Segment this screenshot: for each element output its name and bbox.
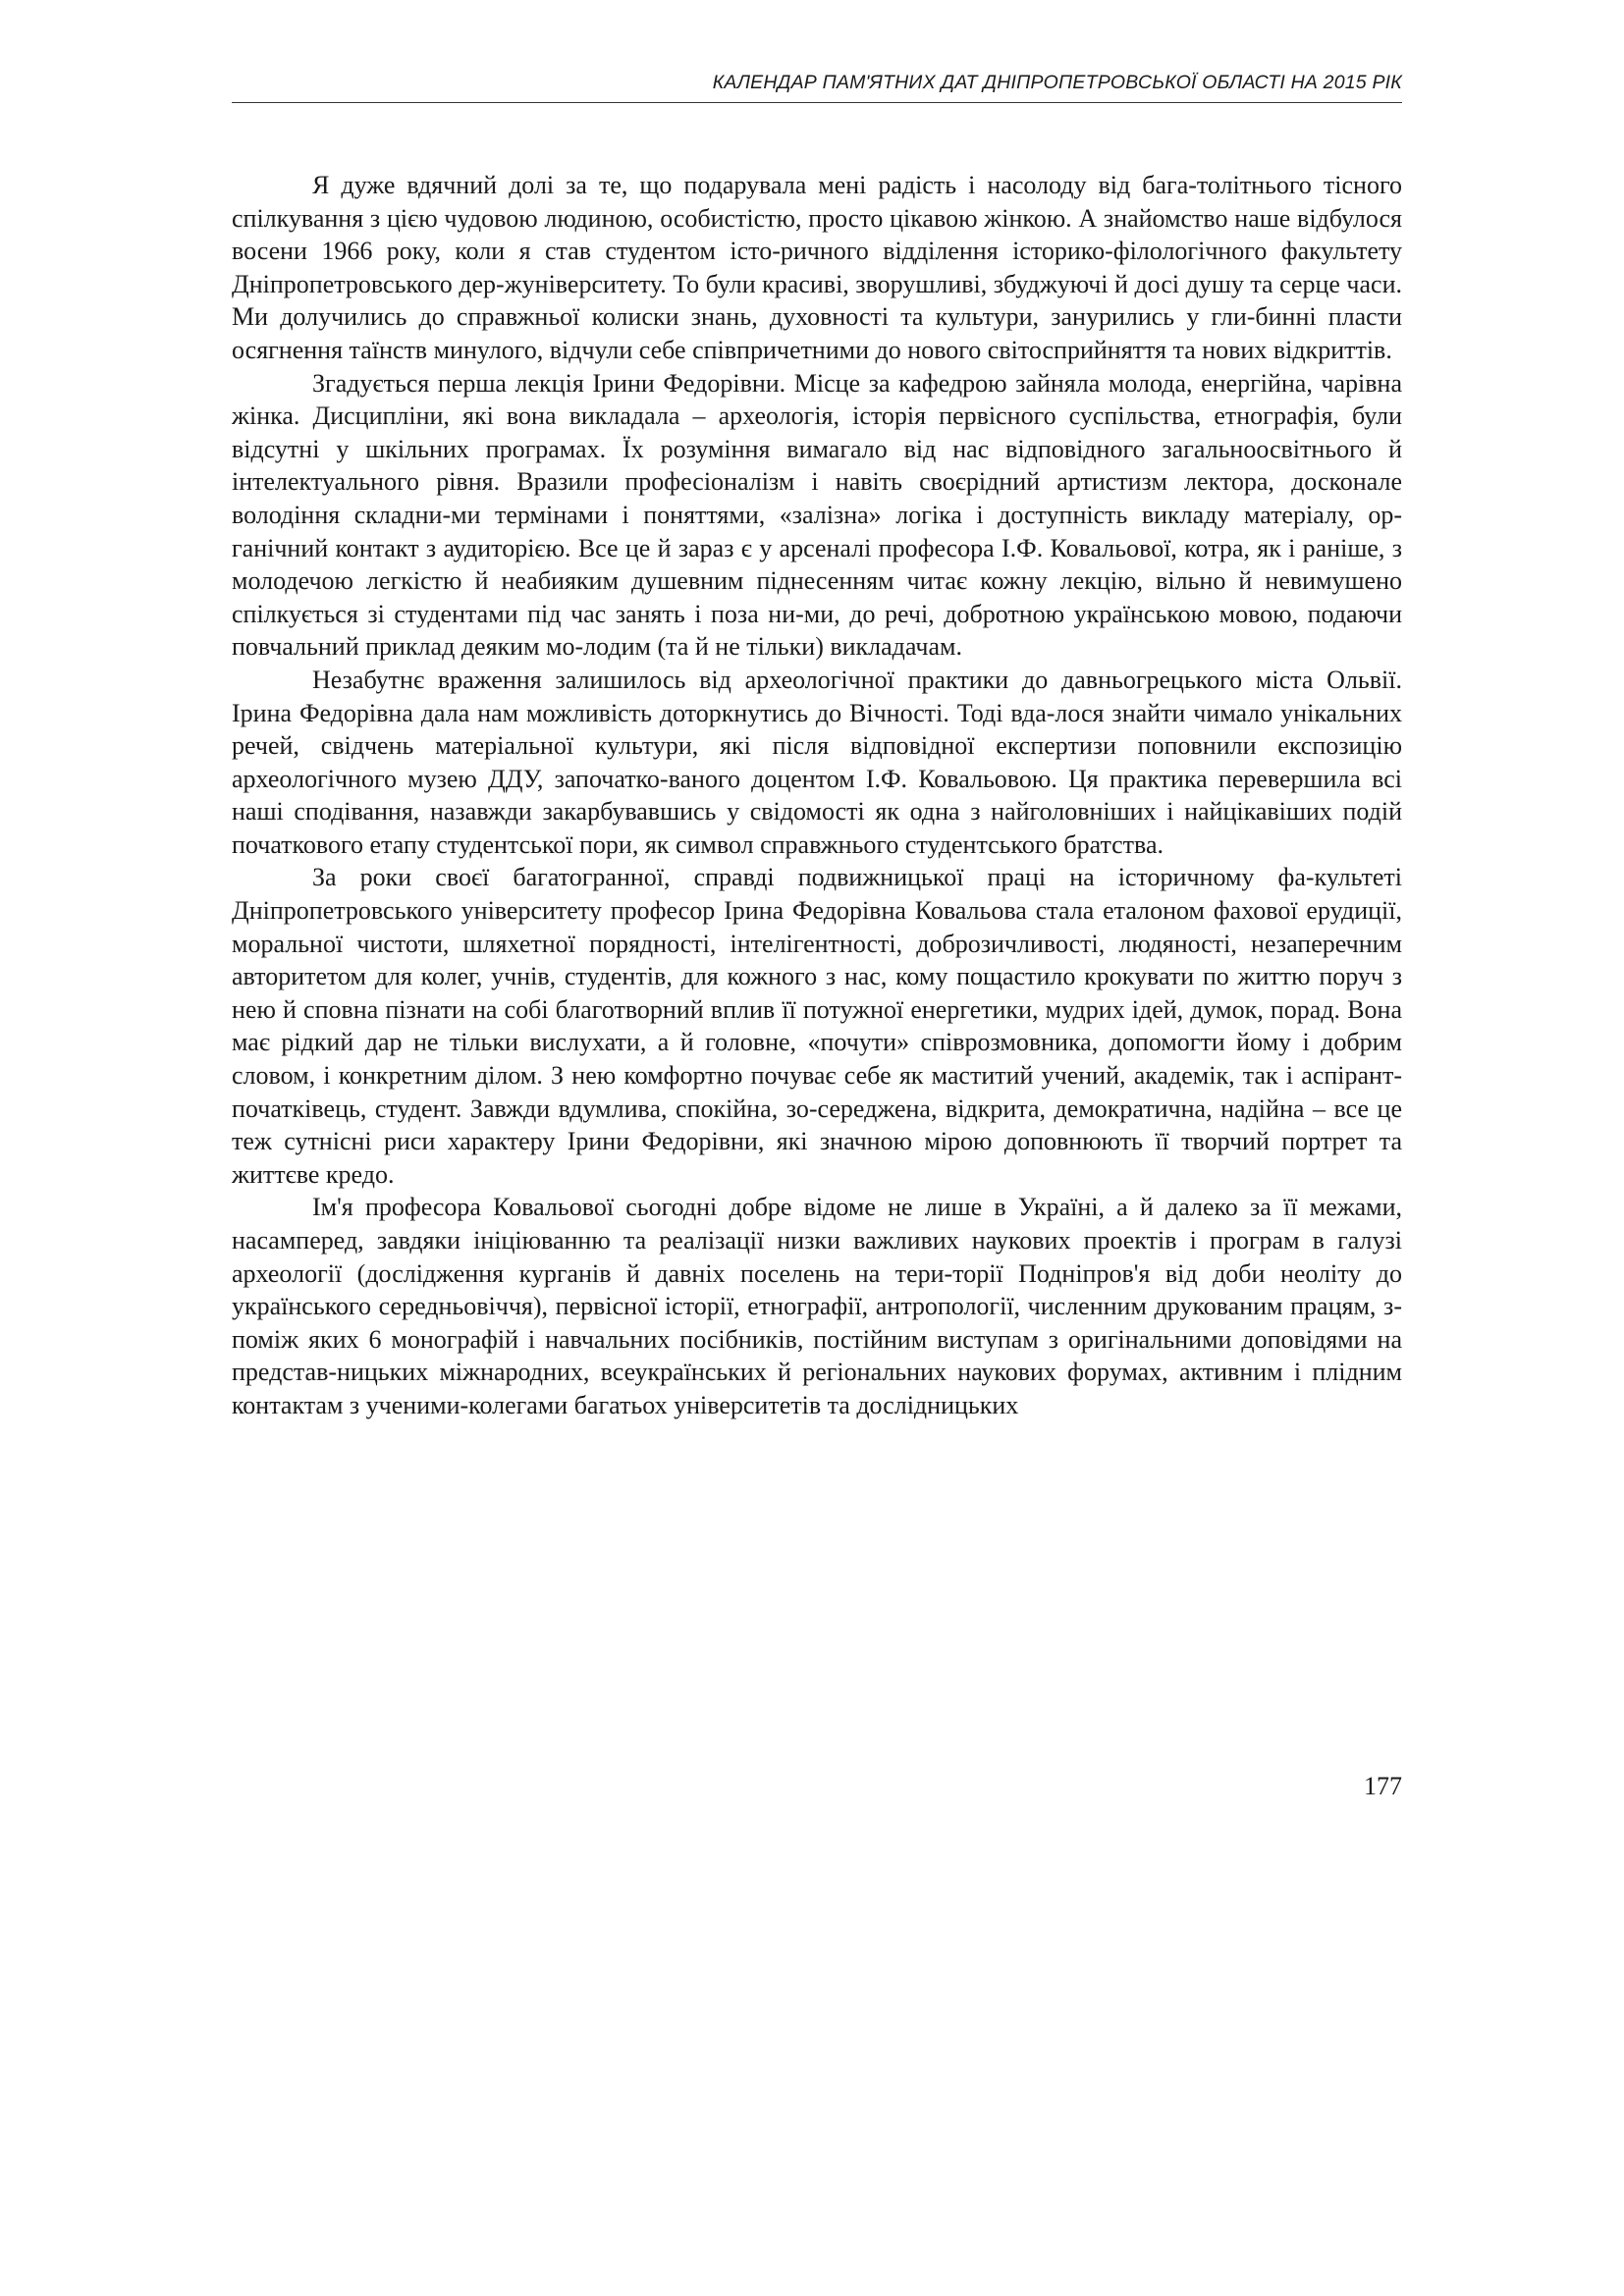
paragraph: Ім'я професора Ковальової сьогодні добре відоме не лише в Україні, а й далеко за її межами, насамперед, завдяки ініціюванню та реалізації низки важливих наукових проектів і програм в галузі археології (дослідження курганів й давніх поселень на тери-торії Подніпров'я від доби неоліту до українського середньовіччя), первісної історії, етнографії, антропології, численним друкованим працям, з-поміж яких 6 монографій і навчальних посібників, постійним виступам з оригінальними доповідями на представ-ницьких міжнародних, всеукраїнських й регіональних наукових форумах, активним і плідним контактам з ученими-колегами багатьох університетів та дослідницьких [232,1193,1402,1419]
paragraph: Згадується перша лекція Ірини Федорівни. Місце за кафедрою зайняла молода, енергійна, чарівна жінка. Дисципліни, які вона викладала – археологія, історія первісного суспільства, етнографія, були відсутні у шкільних програмах. Їх розуміння вимагало від нас відповідного загальноосвітнього й інтелектуального рівня. Вразили професіоналізм і навіть своєрідний артистизм лектора, досконале володіння складни-ми термінами і поняттями, «залізна» логіка і доступність викладу матеріалу, ор-ганічний контакт з аудиторією. Все це й зараз є у арсеналі професора І.Ф. Ковальової, котра, як і раніше, з молодечою легкістю й неабияким душевним піднесенням читає кожну лекцію, вільно й невимушено спілкується зі студентами під час занять і поза ни-ми, до речі, добротною українською мовою, подаючи повчальний приклад деяким мо-лодим (та й не тільки) викладачам. [232,368,1402,662]
paragraph: За роки своєї багатогранної, справді подвижницької праці на історичному фа-культеті Дніпропетровського університету професор Ірина Федорівна Ковальова стала еталоном фахової ерудиції, моральної чистоти, шляхетної порядності, інтелігентності, доброзичливості, людяності, незаперечним авторитетом для колег, учнів, студентів, для кожного з нас, кому пощастило крокувати по життю поруч з нею й сповна пізнати на собі благотворний вплив її потужної енергетики, мудрих ідей, думок, порад. Вона має рідкий дар не тільки вислухати, а й головне, «почути» співрозмовника, допомогти йому і добрим словом, і конкретним ділом. З нею комфортно почуває себе як маститий учений, академік, так і аспірант-початківець, студент. Завжди вдумлива, спокійна, зо-середжена, відкрита, демократична, надійна – все це теж сутнісні риси характеру Ірини Федорівни, які значною мірою доповнюють її творчий портрет та життєве кредо. [232,863,1402,1189]
page-number: 177 [1364,1772,1402,1800]
paragraph: Незабутнє враження залишилось від археологічної практики до давньогрецького міста Ольвії. Ірина Федорівна дала нам можливість доторкнутись до Вічності. Тоді вда-лося знайти чимало унікальних речей, свідчень матеріальної культури, які після відповідної експертизи поповнили експозицію археологічного музею ДДУ, започатко-ваного доцентом І.Ф. Ковальовою. Ця практика перевершила всі наші сподівання, назавжди закарбувавшись у свідомості як одна з найголовніших і найцікавіших подій початкового етапу студентської пори, як символ справжнього студентського братства. [232,665,1402,859]
body-text [232,169,1402,1422]
running-header: КАЛЕНДАР ПАМ'ЯТНИХ ДАТ ДНІПРОПЕТРОВСЬКОЇ ОБЛАСТІ НА 2015 РІК [232,71,1402,103]
paragraph: Я дуже вдячний долі за те, що подарувала мені радість і насолоду від бага-толітнього тісного спілкування з цією чудовою людиною, особистістю, просто цікавою жінкою. А знайомство наше відбулося восени 1966 року, коли я став студентом істо-ричного відділення історико-філологічного факультету Дніпропетровського дер-жуніверситету. То були красиві, зворушливі, збуджуючі й досі душу та серце часи. Ми долучились до справжньої колиски знань, духовності та культури, занурились у гли-бинні пласти осягнення таїнств минулого, відчули себе співпричетними до нового світосприйняття та нових відкриттів. [232,171,1402,364]
